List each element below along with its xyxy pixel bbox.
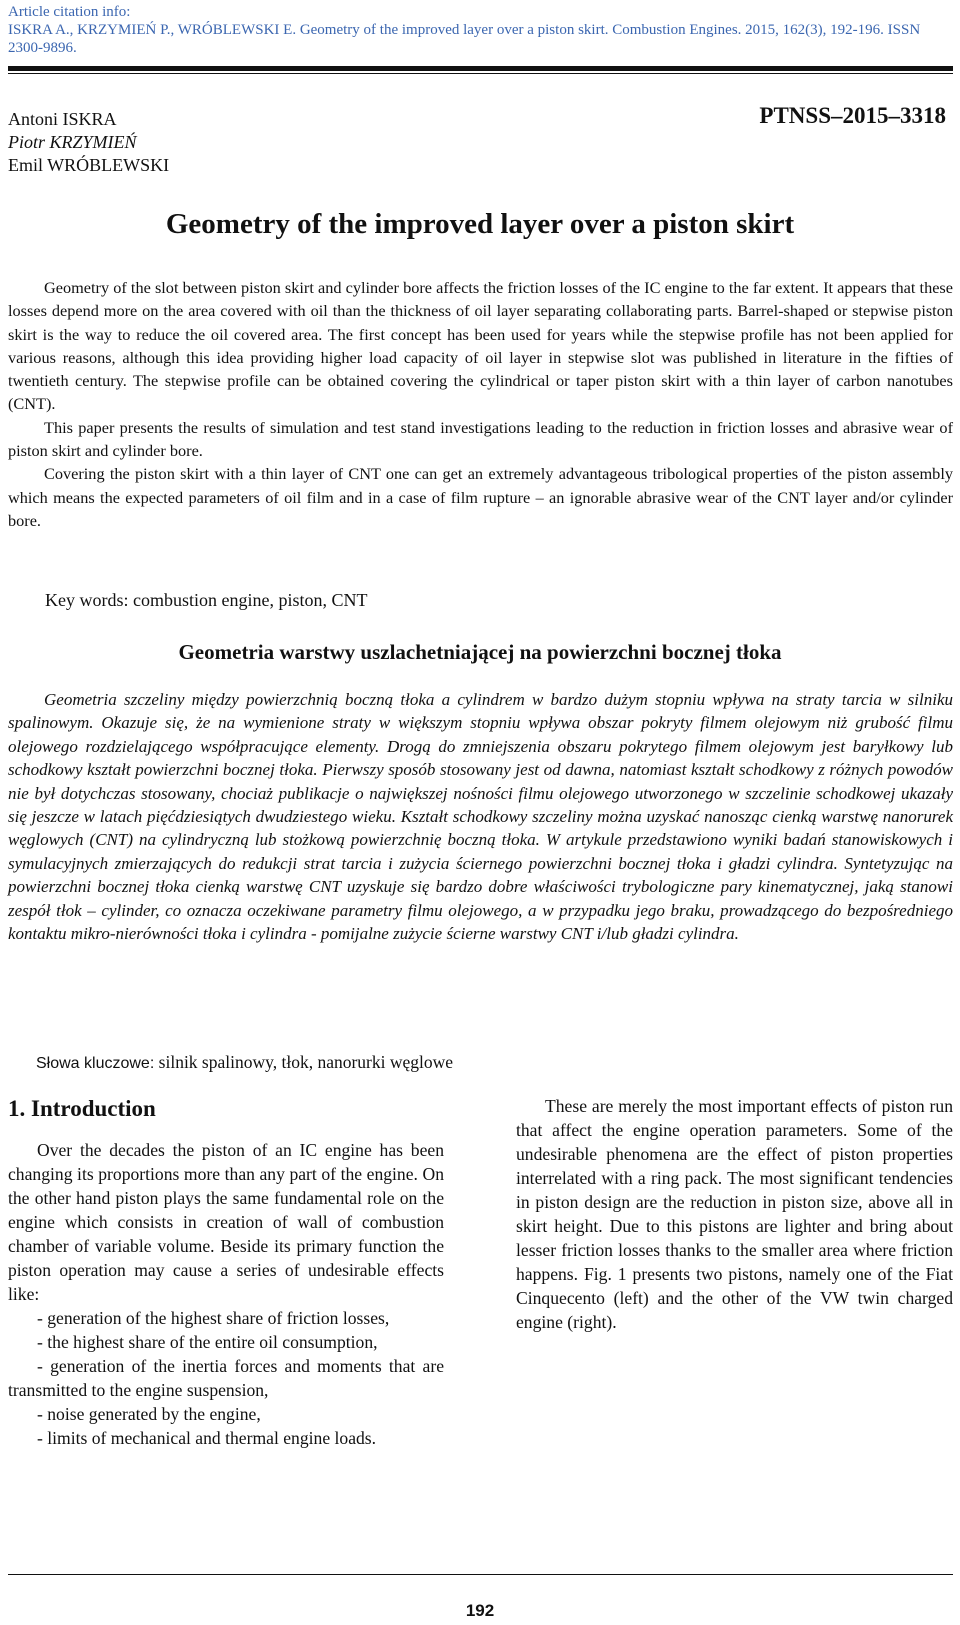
intro-paragraph: Over the decades the piston of an IC engine has been changing its proportions more than any part of the engine. On the other hand piston plays the same fundamental role on the engine which consists in creation of wall of combustion chamber of variable volume. Beside its primary function the piston operation may cause a series of undesirable effects like:: [8, 1140, 444, 1304]
list-item: - the highest share of the entire oil consumption,: [37, 1332, 378, 1352]
section-heading: 1. Introduction: [8, 1096, 156, 1121]
paper-title: Geometry of the improved layer over a piston skirt: [165, 208, 795, 240]
page-number: 192: [465, 1601, 495, 1620]
list-item: - generation of the highest share of friction losses,: [37, 1308, 390, 1328]
abstract-paragraph: Covering the piston skirt with a thin layer of CNT one can get an extremely advantageous tribological properties of the piston assembly which means the expected parameters of oil film and in a case of film rupture – an ignorable abrasive wear of the CNT layer and/or cylinder bore.: [8, 464, 953, 530]
list-item: - generation of the inertia forces and moments that are transmitted to the engine suspension,: [8, 1356, 444, 1400]
intro-right-paragraph: These are merely the most important effects of piston run that affect the engine operation parameters. Some of the undesirable phenomena are the effect of piston properties interrelated with a ring pack. The most significant tendencies in piston design are the reduction in piston size, above all in skirt height. Due to this pistons are lighter and bring about lesser friction losses thanks to the smaller area where friction happens. Fig. 1 presents two pistons, namely one of the Fiat Cinquecento (left) and the other of the VW twin charged engine (right).: [516, 1096, 953, 1332]
header-rule-thin: [8, 73, 953, 74]
list-item: - noise generated by the engine,: [37, 1404, 261, 1424]
author-name: Piotr KRZYMIEŃ: [8, 132, 137, 152]
citation-text: ISKRA A., KRZYMIEŃ P., WRÓBLEWSKI E. Geometry of the improved layer over a piston skirt. Combustion Engines. 2015, 162(3), 192-196. ISSN 2300-9896.: [8, 22, 921, 56]
keywords: Key words: combustion engine, piston, CNT: [45, 590, 368, 610]
citation-info: [8, 3, 948, 57]
abstract-paragraph: This paper presents the results of simulation and test stand investigations leading to the reduction in friction losses and abrasive wear of piston skirt and cylinder bore.: [8, 417, 953, 461]
citation-label: Article citation info:: [8, 4, 131, 20]
polish-keywords: [36, 1052, 453, 1073]
polish-abstract: Geometria szczeliny między powierzchnią boczną tłoka a cylindrem w bardzo dużym stopniu wpływa na straty tarcia w silniku spalinowym. Okazuje się, że na wymienione straty w większym stopniu wpływa obszar pokryty filmem olejowym niż grubość filmu olejowego rozdzielającego współpracujące elementy. Drogą do zmniejszenia obszaru pokrytego filmem olejowym jest baryłkowy lub schodkowy kształt powierzchni bocznej tłoka. Pierwszy sposób stosowany jest od dawna, natomiast kształt schodkowy z różnych powodów nie był dotychczas stosowany, chociaż publikacje o największej nośności filmu olejowego utworzonego w szczelinie schodkowej ukazały się jeszcze w latach pięćdziesiątych dwudziestego wieku. Kształt schodkowy szczeliny można uzyskać nanosząc cienką warstwę nanorurek węglowych (CNT) na cylindryczną lub stożkową powierzchnię boczną tłoka. W artykule przedstawiono wyniki badań stanowiskowych i symulacyjnych zmierzających do redukcji strat tarcia i zużycia ściernego powierzchni bocznej tłoka i gładzi cylindra. Syntetyzując na powierzchni bocznej tłoka cienką warstwę CNT uzyskuje się bardzo dobre właściwości trybologiczne pary kinematycznej, jaką stanowi zespół tłok – cylinder, co oznacza oczekiwane parametry filmu olejowego, a w przypadku jego braku, prowadzącego do bezpośredniego kontaktu mikro-nierówności tłoka i cylindra - pomijalne zużycie ścierne warstwy CNT i/lub gładzi cylindra.: [8, 690, 953, 944]
polish-title: Geometria warstwy uszlachetniającej na powierzchni bocznej tłoka: [178, 640, 782, 664]
polish-keywords-text: silnik spalinowy, tłok, nanorurki węglowe: [158, 1052, 454, 1072]
header-rule-thick: [8, 66, 953, 71]
footer-rule: [8, 1574, 953, 1575]
intro-left-column: [8, 1094, 444, 1450]
abstract: [8, 276, 953, 532]
author-name: Emil WRÓBLEWSKI: [8, 155, 170, 175]
polish-keywords-label: Słowa kluczowe:: [36, 1055, 155, 1072]
author-list: [8, 108, 169, 177]
paper-code: PTNSS–2015–3318: [759, 103, 946, 128]
abstract-paragraph: Geometry of the slot between piston skirt and cylinder bore affects the friction losses of the IC engine to the far extent. It appears that these losses depend more on the area covered with oil than the thickness of oil layer separating collaborating parts. Barrel-shaped or stepwise piston skirt is the way to reduce the oil covered area. The first concept has been used for years while the stepwise profile has not been applied for various reasons, although this idea providing higher load capacity of oil layer in stepwise slot was published in literature in the fifties of twentieth century. The stepwise profile can be obtained covering the cylindrical or taper piston skirt with a thin layer of carbon nanotubes (CNT).: [8, 278, 953, 414]
list-item: - limits of mechanical and thermal engine loads.: [37, 1428, 377, 1448]
author-name: Antoni ISKRA: [8, 109, 117, 129]
